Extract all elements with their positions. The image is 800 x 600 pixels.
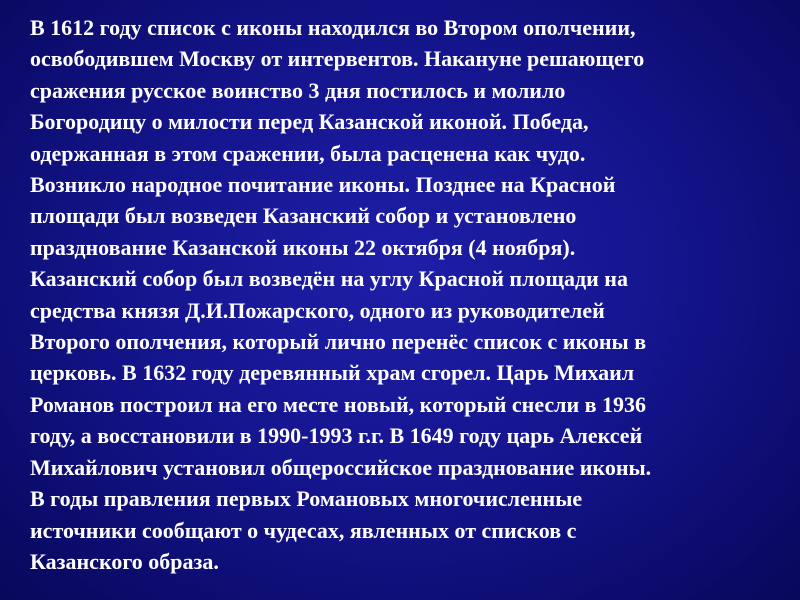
text-line: Богородицу о милости перед Казанской иконой. Победа,	[30, 109, 589, 135]
text-line: Михайлович установил общероссийское празднование иконы.	[30, 454, 652, 480]
text-line: площади был возведен Казанский собор и установлено	[30, 203, 577, 229]
text-line: Романов построил на его месте новый, который снесли в 1936	[30, 391, 647, 417]
text-line: празднование Казанской иконы 22 октября (4 ноября).	[30, 234, 576, 260]
text-line: Второго ополчения, который лично перенёс список с иконы в	[30, 329, 647, 355]
text-line: Казанский собор был возведён на углу Красной площади на	[30, 266, 628, 292]
text-line: Возникло народное почитание иконы. Позднее на Красной	[30, 172, 616, 198]
text-line: В 1612 году список с иконы находился во Втором ополчении,	[30, 15, 636, 40]
text-line: освободившем Москву от интервентов. Накануне решающего	[30, 46, 645, 72]
body-text	[30, 12, 790, 577]
text-line: В годы правления первых Романовых многочисленные	[30, 486, 583, 512]
text-line: году, а восстановили в 1990-1993 г.г. В 1649 году царь Алексей	[30, 423, 643, 449]
text-line: церковь. В 1632 году деревянный храм сгорел. Царь Михаил	[30, 360, 635, 386]
text-line: источники сообщают о чудесах, явленных от списков с	[30, 517, 577, 543]
text-line: сражения русское воинство 3 дня постилось и молило	[30, 77, 566, 103]
text-line: средства князя Д.И.Пожарского, одного из руководителей	[30, 297, 605, 323]
text-line: Казанского образа.	[30, 548, 219, 574]
text-line: одержанная в этом сражении, была расценена как чудо.	[30, 140, 586, 166]
